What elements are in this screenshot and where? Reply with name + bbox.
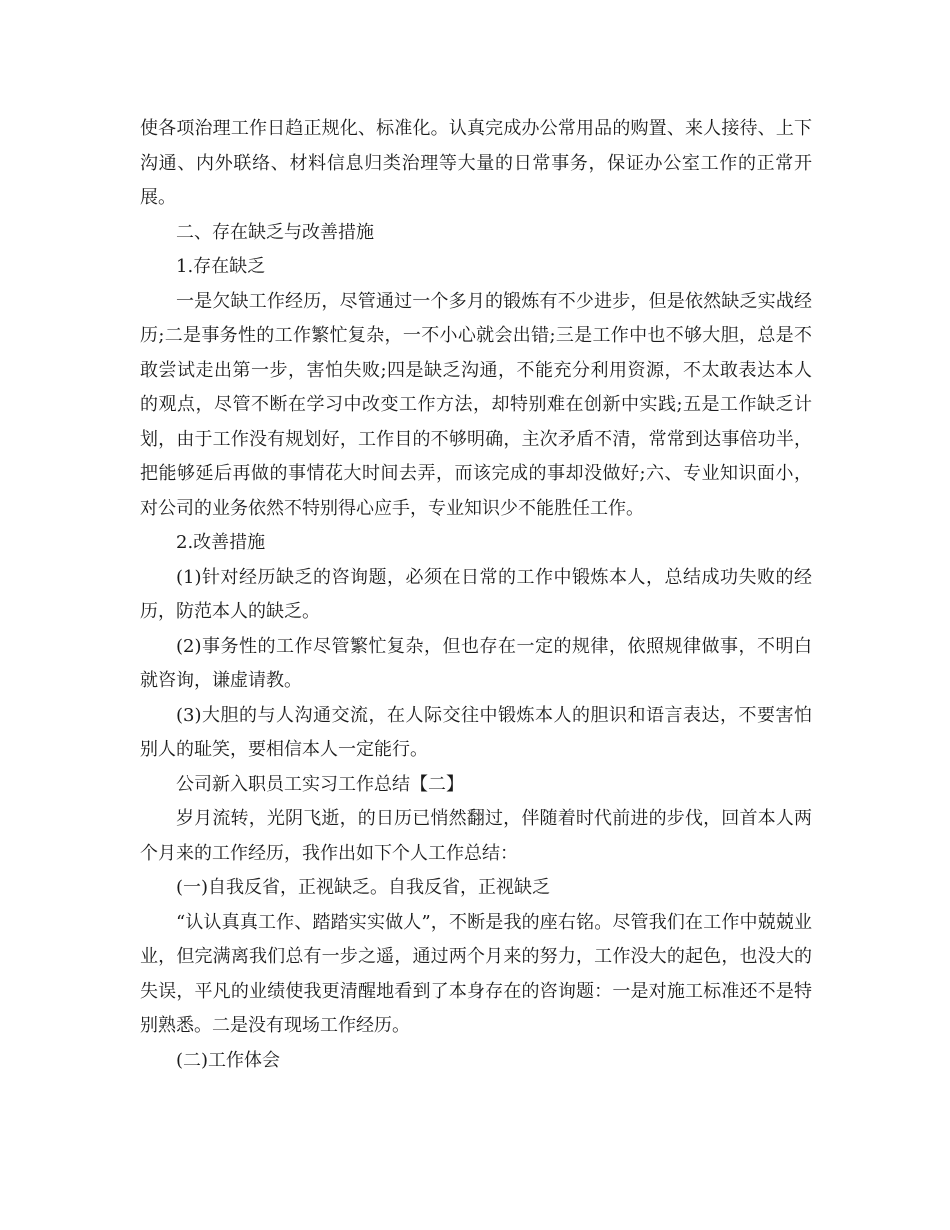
subsection-heading: (一)自我反省，正视缺乏。自我反省，正视缺乏 bbox=[176, 877, 551, 898]
paragraph: “认认真真工作、踏踏实实做人”，不断是我的座右铭。尽管我们在工作中兢兢业业，但完满离我们总有一步之遥，通过两个月来的努力，工作没大的起色，也没大的失误，平凡的业绩使我更清醒地看到了本身存在的咨询题：一是对施工标准还不是特别熟悉。二是没有现场工作经历。 bbox=[140, 911, 812, 1036]
paragraph: 使各项治理工作日趋正规化、标准化。认真完成办公常用品的购置、来人接待、上下沟通、内外联络、材料信息归类治理等大量的日常事务，保证办公室工作的正常开展。 bbox=[140, 118, 812, 208]
paragraph: 岁月流转，光阴飞逝，的日历已悄然翻过，伴随着时代前进的步伐，回首本人两个月来的工作经历，我作出如下个人工作总结： bbox=[140, 808, 812, 864]
section-title: 公司新入职员工实习工作总结【二】 bbox=[176, 773, 464, 795]
document-body bbox=[140, 112, 812, 1078]
subsection-heading: 1.存在缺乏 bbox=[176, 256, 266, 277]
paragraph: (3)大胆的与人沟通交流，在人际交往中锻炼本人的胆识和语言表达，不要害怕别人的耻笑，要相信本人一定能行。 bbox=[140, 704, 812, 760]
paragraph: (2)事务性的工作尽管繁忙复杂，但也存在一定的规律，依照规律做事，不明白就咨询，谦虚请教。 bbox=[140, 635, 812, 691]
subsection-heading: (二)工作体会 bbox=[176, 1049, 281, 1071]
paragraph: 一是欠缺工作经历，尽管通过一个多月的锻炼有不少进步，但是依然缺乏实战经历;二是事务性的工作繁忙复杂，一不小心就会出错;三是工作中也不够大胆，总是不敢尝试走出第一步，害怕失败;四是缺乏沟通，不能充分利用资源，不太敢表达本人的观点，尽管不断在学习中改变工作方法，却特别难在创新中实践;五是工作缺乏计划，由于工作没有规划好，工作目的不够明确，主次矛盾不清，常常到达事倍功半，把能够延后再做的事情花大时间去弄，而该完成的事却没做好;六、专业知识面小，对公司的业务依然不特别得心应手，专业知识少不能胜任工作。 bbox=[140, 290, 813, 519]
subsection-heading: 2.改善措施 bbox=[176, 532, 266, 553]
section-heading: 二、存在缺乏与改善措施 bbox=[176, 221, 374, 243]
paragraph: (1)针对经历缺乏的咨询题，必须在日常的工作中锻炼本人，总结成功失败的经历，防范本人的缺乏。 bbox=[140, 566, 812, 622]
